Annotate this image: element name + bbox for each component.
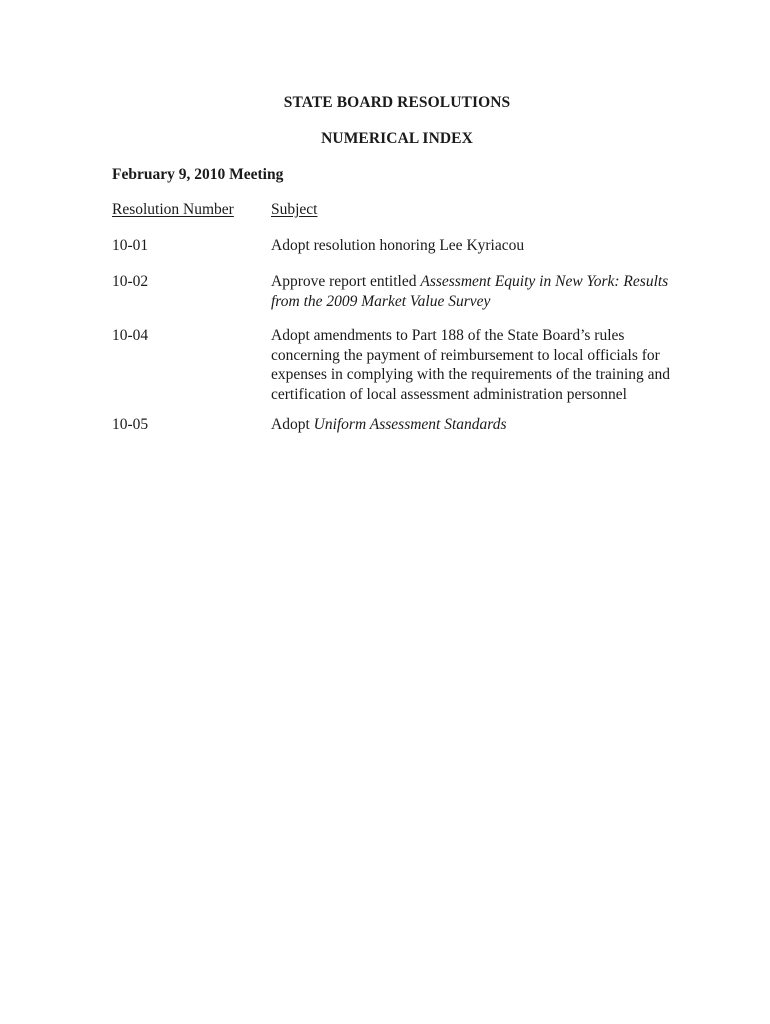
document-subtitle: NUMERICAL INDEX: [321, 130, 473, 147]
resolution-number: 10-05: [112, 416, 149, 433]
resolution-subject: [271, 415, 671, 435]
meeting-heading: February 9, 2010 Meeting: [112, 166, 284, 183]
document-title: STATE BOARD RESOLUTIONS: [283, 94, 511, 111]
resolution-number: 10-01: [112, 237, 149, 254]
standards-title: Uniform Assessment Standards: [313, 416, 507, 433]
column-header-subject: Subject: [271, 201, 318, 218]
resolution-number: 10-02: [112, 273, 149, 290]
resolution-subject: [271, 272, 671, 311]
report-title: Assessment Equity in New York: Results from the 2009 Market Value Survey: [271, 273, 669, 310]
resolution-subject: Adopt amendments to Part 188 of the State Board’s rules concerning the payment of reimbursement to local officials for expenses in complying with the requirements of the training and certification of local assessment administration personnel: [271, 327, 671, 403]
resolution-number: 10-04: [112, 327, 149, 344]
column-header-resolution-number: Resolution Number: [112, 201, 234, 218]
resolution-subject-text: Adopt: [271, 416, 314, 433]
resolution-subject: Adopt resolution honoring Lee Kyriacou: [271, 237, 525, 254]
resolution-subject-text: Approve report entitled: [271, 273, 421, 290]
